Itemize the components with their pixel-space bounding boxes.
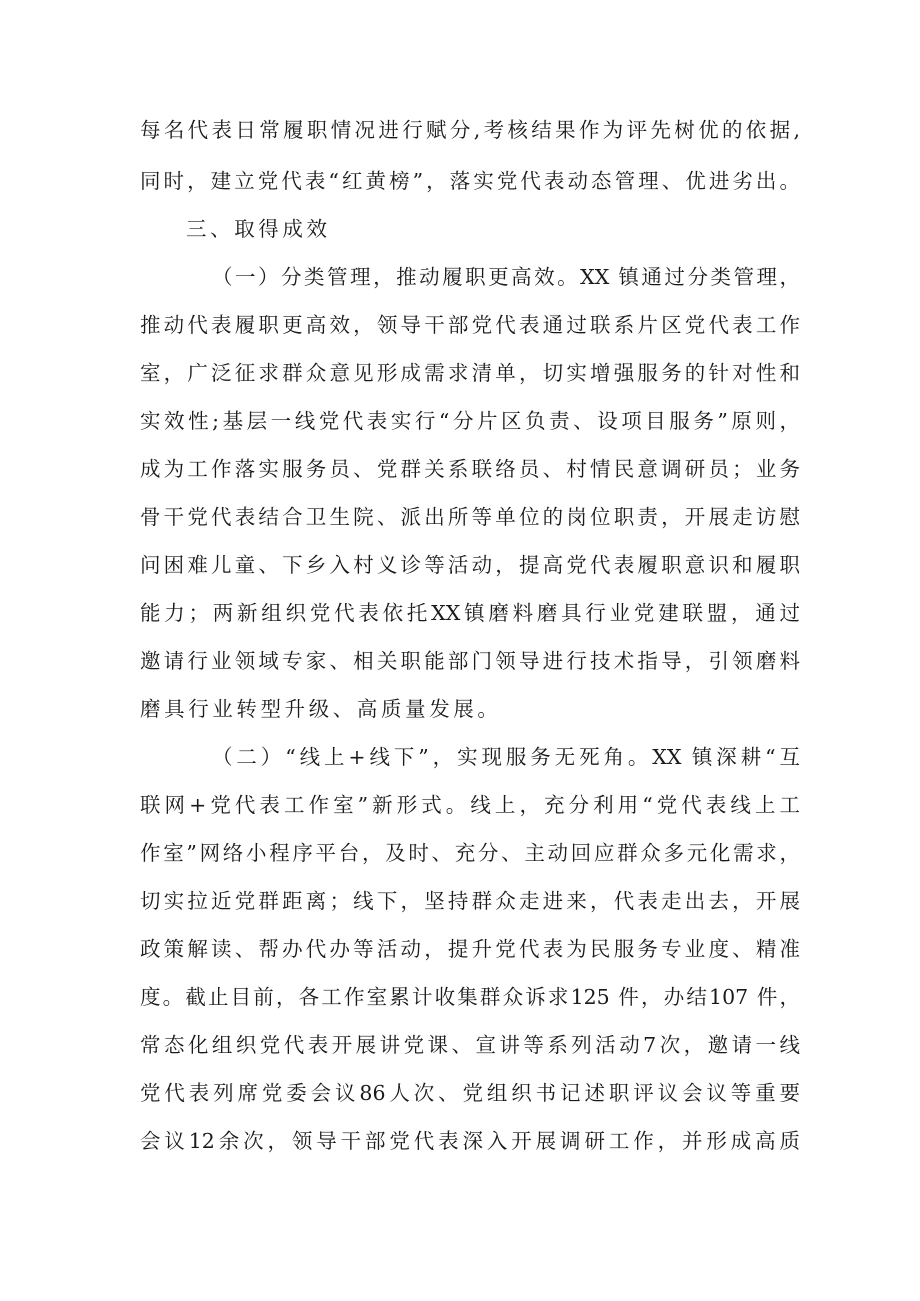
body-text-line: 成为工作落实服务员、党群关系联络员、村情民意调研员；业务	[140, 457, 800, 481]
body-text-line: 同时，建立党代表“红黄榜”，落实党代表动态管理、优进劣出。	[140, 169, 800, 193]
subsection-heading-line: （一）分类管理，推动履职更高效。XX 镇通过分类管理，	[212, 265, 800, 289]
body-text-line: 联网+党代表工作室”新形式。线上，充分利用“党代表线上工	[140, 793, 800, 817]
body-text-line: 作室”网络小程序平台，及时、充分、主动回应群众多元化需求，	[140, 841, 800, 865]
body-text-line: 每名代表日常履职情况进行赋分,考核结果作为评先树优的依据,	[140, 118, 800, 142]
body-text-line: 党代表列席党委会议86人次、党组织书记述职评议会议等重要	[140, 1081, 800, 1105]
body-text-line: 能力；两新组织党代表依托XX镇磨料磨具行业党建联盟，通过	[140, 601, 800, 625]
body-text-line: 实效性;基层一线党代表实行“分片区负责、设项目服务”原则，	[140, 409, 800, 433]
body-text-line: 问困难儿童、下乡入村义诊等活动，提高党代表履职意识和履职	[140, 553, 800, 577]
body-text-line: 切实拉近党群距离；线下，坚持群众走进来，代表走出去，开展	[140, 889, 800, 913]
body-text-line: 推动代表履职更高效，领导干部党代表通过联系片区党代表工作	[140, 313, 800, 337]
body-text-line: 骨干党代表结合卫生院、派出所等单位的岗位职责，开展走访慰	[140, 505, 800, 529]
body-text-line: 室，广泛征求群众意见形成需求清单，切实增强服务的针对性和	[140, 361, 800, 385]
body-text-line: 会议12余次，领导干部党代表深入开展调研工作，并形成高质	[140, 1129, 800, 1153]
subsection-heading-line: （二）“线上+线下”，实现服务无死角。XX 镇深耕“互	[212, 745, 800, 769]
section-heading: 三、取得成效	[186, 217, 331, 241]
body-text-line: 政策解读、帮办代办等活动，提升党代表为民服务专业度、精准	[140, 937, 800, 961]
body-text-line: 磨具行业转型升级、高质量发展。	[140, 697, 502, 721]
body-text-line: 邀请行业领域专家、相关职能部门领导进行技术指导，引领磨料	[140, 649, 800, 673]
body-text-line: 常态化组织党代表开展讲党课、宣讲等系列活动7次，邀请一线	[140, 1033, 800, 1057]
body-text-line: 度。截止目前，各工作室累计收集群众诉求125 件，办结107 件，	[140, 985, 800, 1009]
